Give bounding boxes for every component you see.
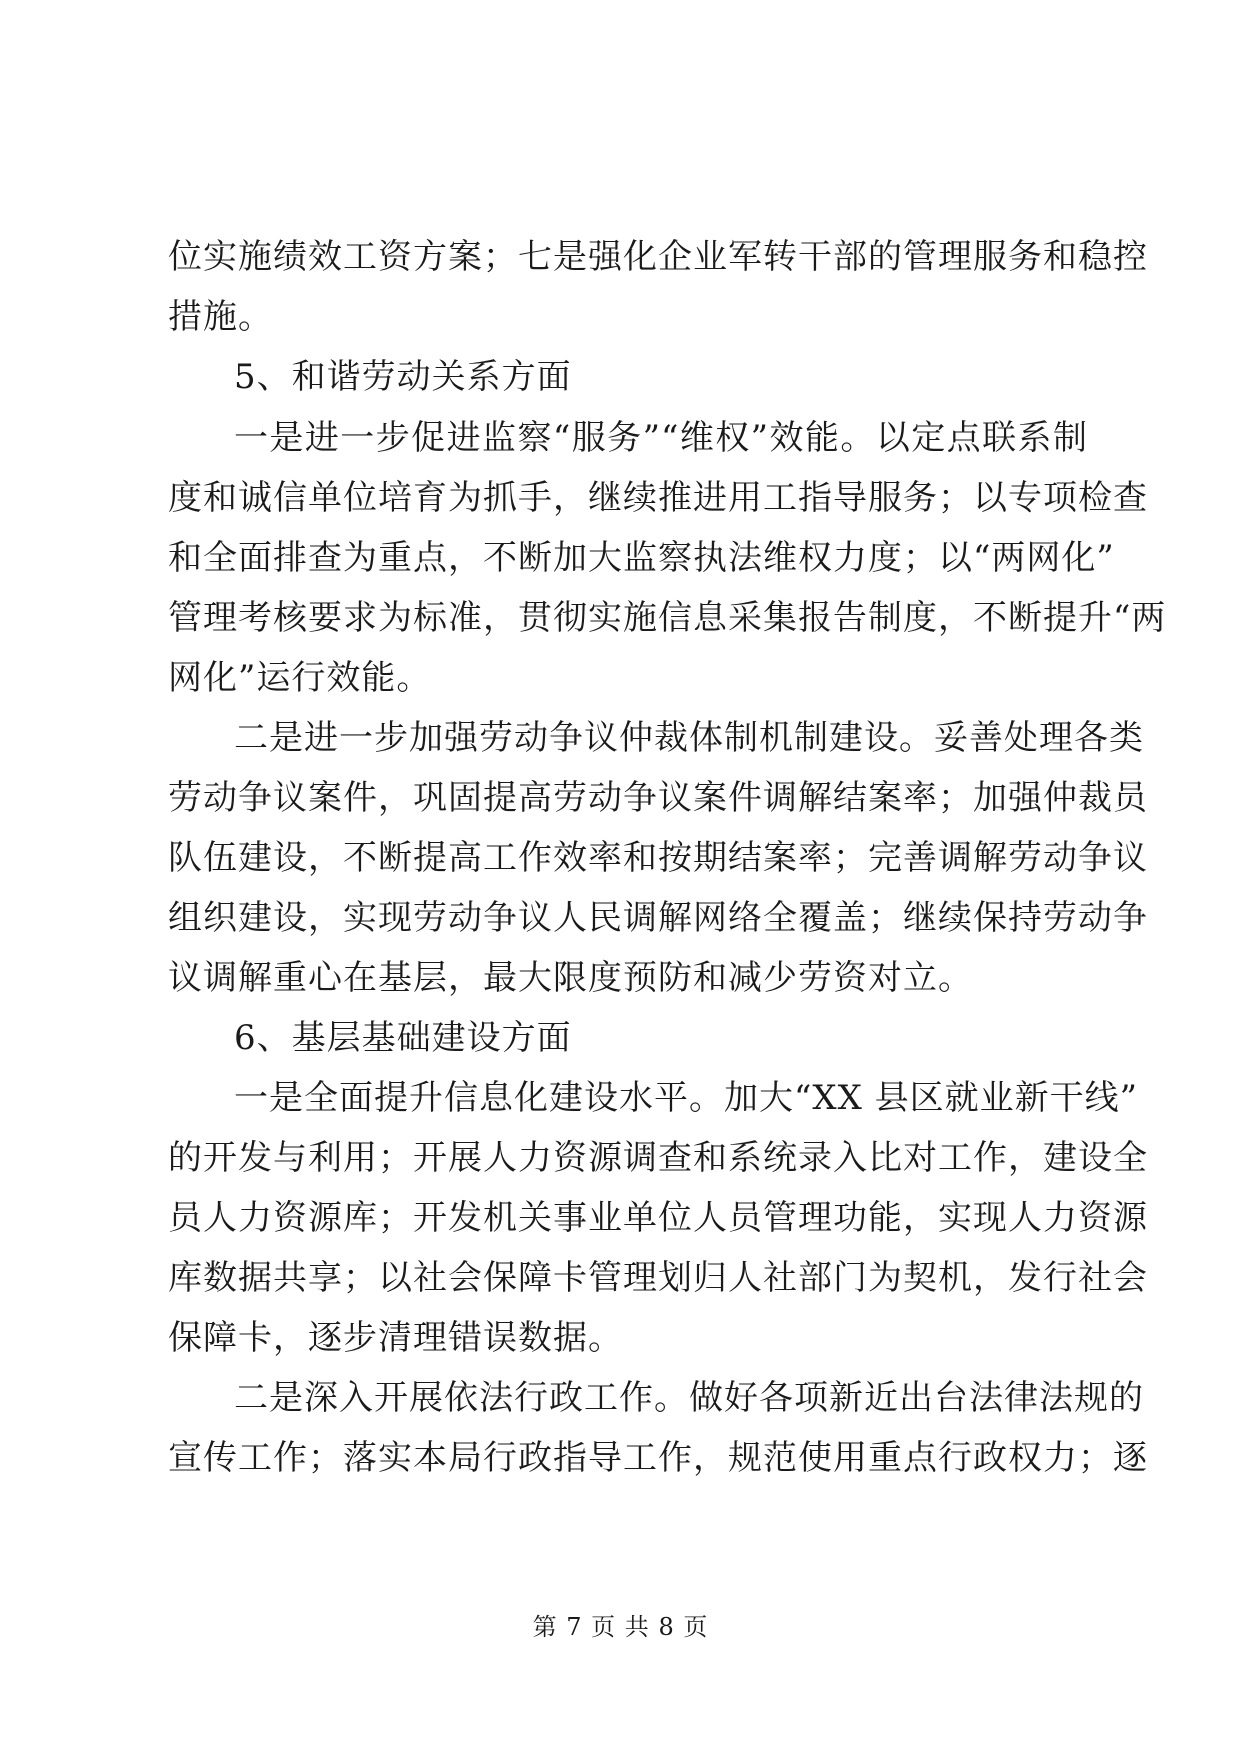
text-line: 宣传工作；落实本局行政指导工作，规范使用重点行政权力；逐 [168, 1438, 1148, 1478]
text-line: 库数据共享；以社会保障卡管理划归人社部门为契机，发行社会 [168, 1258, 1148, 1298]
page-number-footer: 第 7 页 共 8 页 [532, 1613, 709, 1641]
text-line: 措施。 [168, 297, 273, 337]
text-line: 网化”运行效能。 [168, 658, 432, 698]
text-line: 位实施绩效工资方案；七是强化企业军转干部的管理服务和稳控 [168, 237, 1148, 277]
text-line: 组织建设，实现劳动争议人民调解网络全覆盖；继续保持劳动争 [168, 898, 1148, 938]
text-line: 劳动争议案件，巩固提高劳动争议案件调解结案率；加强仲裁员 [168, 778, 1148, 818]
text-line: 管理考核要求为标准，贯彻实施信息采集报告制度，不断提升“两 [168, 598, 1167, 638]
text-line: 度和诚信单位培育为抓手，继续推进用工指导服务；以专项检查 [168, 478, 1148, 518]
text-line: 二是深入开展依法行政工作。做好各项新近出台法律法规的 [234, 1378, 1144, 1418]
section-heading: 6、基层基础建设方面 [234, 1018, 572, 1058]
text-line: 的开发与利用；开展人力资源调查和系统录入比对工作，建设全 [168, 1138, 1148, 1178]
text-line: 二是进一步加强劳动争议仲裁体制机制建设。妥善处理各类 [234, 718, 1144, 758]
text-line: 员人力资源库；开发机关事业单位人员管理功能，实现人力资源 [168, 1198, 1148, 1238]
text-line: 议调解重心在基层，最大限度预防和减少劳资对立。 [168, 958, 973, 998]
text-line: 队伍建设，不断提高工作效率和按期结案率；完善调解劳动争议 [168, 838, 1148, 878]
text-line: 和全面排查为重点，不断加大监察执法维权力度；以“两网化” [168, 538, 1115, 578]
text-line: 一是全面提升信息化建设水平。加大“XX 县区就业新干线” [234, 1078, 1138, 1118]
text-line: 保障卡，逐步清理错误数据。 [168, 1318, 623, 1358]
text-line: 一是进一步促进监察“服务”“维权”效能。以定点联系制 [234, 418, 1088, 458]
section-heading: 5、和谐劳动关系方面 [234, 357, 572, 397]
